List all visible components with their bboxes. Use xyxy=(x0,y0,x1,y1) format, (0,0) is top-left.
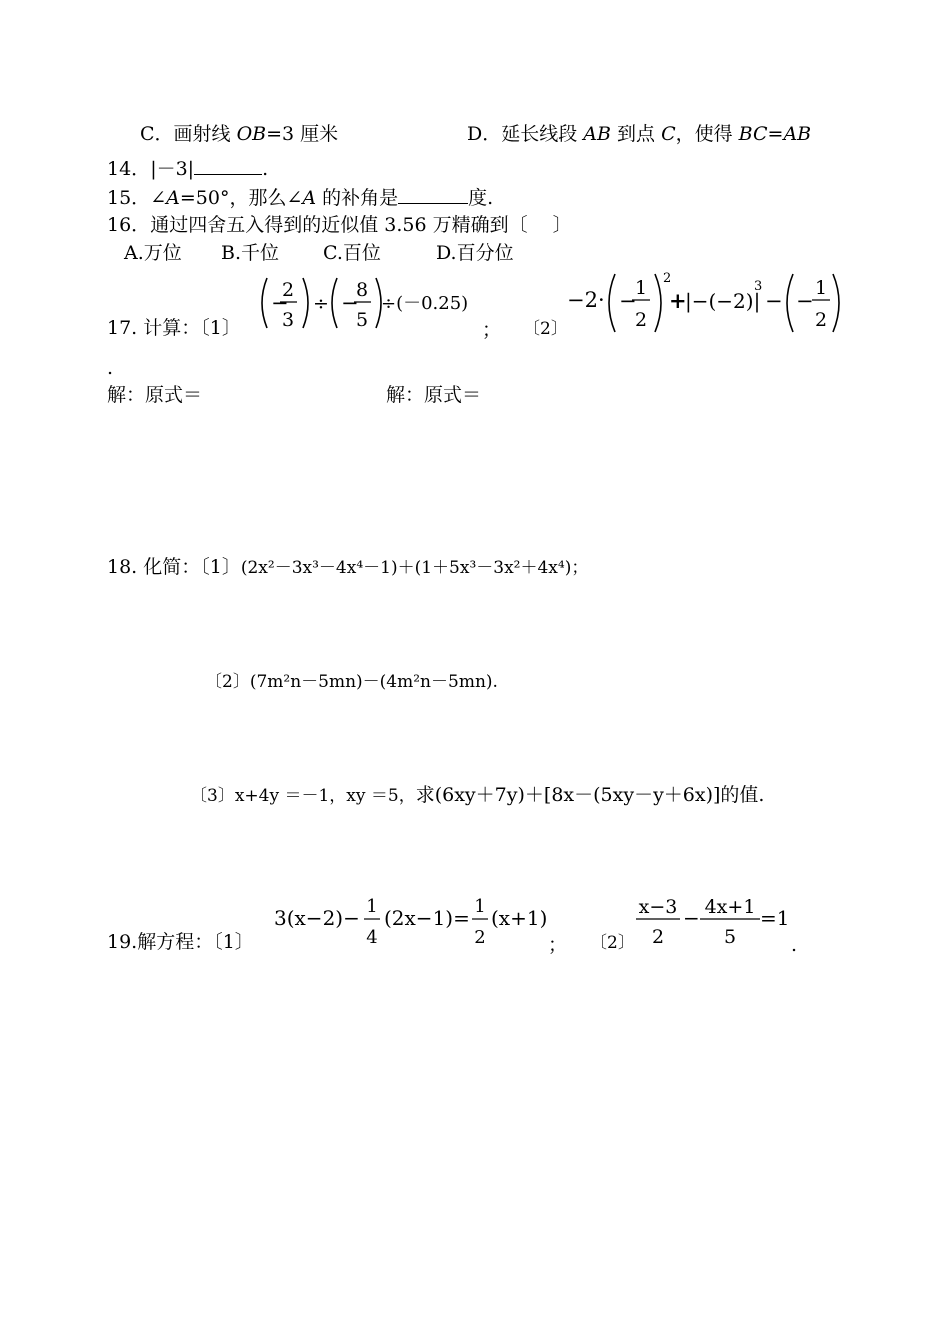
q19-eq1-den2: 2 xyxy=(474,927,486,948)
q19-equation-1 xyxy=(272,892,548,954)
q13-option-d xyxy=(467,122,811,146)
q15-angle: ∠ xyxy=(150,187,167,209)
svg-text:−: − xyxy=(796,289,814,313)
q14-end: . xyxy=(262,158,269,180)
q14-answer-blank[interactable] xyxy=(194,156,262,175)
q19-eq2-tail: =1 xyxy=(760,906,790,930)
q16-option-b: B.千位 xyxy=(221,242,280,264)
question-14 xyxy=(107,156,268,181)
option-d-eq: = xyxy=(767,123,784,145)
q17-e2-den2: 2 xyxy=(814,309,828,331)
q18-part3-label: 〔3〕 xyxy=(190,786,235,806)
q18-line-2 xyxy=(205,670,498,694)
q18-label: 18. 化简：〔1〕 xyxy=(107,556,241,578)
q19-eq2-minus: − xyxy=(683,906,700,930)
q16-text: 通过四舍五入得到的近似值 3.56 万精确到〔 〕 xyxy=(150,214,572,236)
q17-solution-1: 解：原式＝ xyxy=(107,384,203,406)
option-c-text: C．画射线 xyxy=(140,123,237,145)
q19-eq1-num2: 1 xyxy=(474,896,486,917)
q15-mid: =50°，那么∠ xyxy=(179,187,303,209)
q17-expression-2 xyxy=(565,268,845,336)
q19-eq2-den2: 5 xyxy=(723,926,737,948)
q14-expression: |－3| xyxy=(150,158,195,180)
option-d-text: D．延长线段 xyxy=(467,123,584,145)
q19-eq1-tail: (x+1) xyxy=(491,906,548,930)
q15-var: A xyxy=(166,187,180,209)
q17-expression-1 xyxy=(255,272,480,334)
option-d-mid2: ，使得 xyxy=(675,123,739,145)
q19-label: 19.解方程：〔1〕 xyxy=(107,931,254,953)
svg-text:÷: ÷ xyxy=(313,293,329,315)
question-15 xyxy=(107,185,493,210)
q18-part2-label: 〔2〕 xyxy=(205,672,250,692)
q19-end: . xyxy=(791,934,798,956)
q19-eq2-num1: x−3 xyxy=(638,896,678,918)
q17-dot: . xyxy=(107,357,114,379)
q19-eq1-num1: 1 xyxy=(366,896,378,917)
q17-e2-num1: 1 xyxy=(634,277,648,299)
q17-part2-label: 〔2〕 xyxy=(523,319,568,339)
svg-text:−: − xyxy=(619,289,637,313)
q13-option-c xyxy=(140,122,338,146)
q19-eq2-num2: 4x+1 xyxy=(704,896,756,918)
q18-line-3 xyxy=(190,783,764,808)
q17-e2-minus: − xyxy=(765,289,783,313)
q19-part2-label: 〔2〕 xyxy=(590,933,635,953)
q17-e1-num2: 8 xyxy=(355,279,369,301)
svg-text:−: − xyxy=(341,291,359,315)
q18-part3-ask: 求(6xy＋7y)＋[8x－(5xy－y＋6x)]的值. xyxy=(415,784,765,806)
q17-e1-den1: 3 xyxy=(281,309,295,331)
q17-separator: ； xyxy=(482,319,502,341)
q17-e1-tail: ÷(－0.25) xyxy=(381,293,469,314)
q18-part1: (2x²－3x³－4x⁴－1)＋(1＋5x³－3x²＋4x⁴)； xyxy=(240,558,589,578)
option-d-var2: C xyxy=(661,123,676,145)
q17-e2-plus: + xyxy=(669,288,687,313)
q15-post: 的补角是 xyxy=(316,187,399,209)
q17-solution-2: 解：原式＝ xyxy=(386,384,482,406)
q18-part2: (7m²n－5mn)－(4m²n－5mn). xyxy=(249,672,498,692)
q17-e2-num2: 1 xyxy=(814,277,828,299)
q17-e2-den1: 2 xyxy=(634,309,648,331)
q19-separator: ； xyxy=(548,934,568,956)
option-d-var4: AB xyxy=(783,123,812,145)
option-d-mid: 到点 xyxy=(610,123,662,145)
q16-option-d: D.百分位 xyxy=(436,242,514,264)
q18-part3-condition: x+4y ＝－1，xy ＝5， xyxy=(234,786,416,806)
q16-number: 16． xyxy=(107,214,151,236)
q19-equation-2 xyxy=(632,892,792,952)
q17-label: 17. 计算：〔1〕 xyxy=(107,317,241,339)
q15-var2: A xyxy=(302,187,317,209)
q15-answer-blank[interactable] xyxy=(398,185,468,204)
q19-eq2-den1: 2 xyxy=(651,926,665,948)
q17-e2-abs: |−(−2)| xyxy=(685,289,761,313)
q14-number: 14． xyxy=(107,158,151,180)
option-d-var3: BC xyxy=(738,123,768,145)
option-c-suffix: =3 厘米 xyxy=(266,123,339,145)
svg-text:−: − xyxy=(271,291,289,315)
q17-e2-exp: 2 xyxy=(663,271,672,286)
q19-eq1-mid: (2x−1)= xyxy=(384,906,470,930)
question-16 xyxy=(107,213,572,237)
option-c-var: OB xyxy=(236,123,267,145)
q17-e2-exp2: 3 xyxy=(754,279,763,294)
q18-line-1 xyxy=(107,555,588,580)
option-d-var1: AB xyxy=(583,123,611,145)
q19-eq1-den1: 4 xyxy=(366,927,378,948)
q16-option-a: A.万位 xyxy=(124,242,182,264)
q17-e2-lead: −2· xyxy=(567,288,605,312)
q17-e1-num1: 2 xyxy=(281,279,295,301)
q19-eq1-lead: 3(x−2)− xyxy=(274,906,360,930)
q17-e1-den2: 5 xyxy=(355,309,369,331)
q16-option-c: C.百位 xyxy=(323,242,381,264)
q15-number: 15． xyxy=(107,187,151,209)
q15-end: 度. xyxy=(468,187,494,209)
